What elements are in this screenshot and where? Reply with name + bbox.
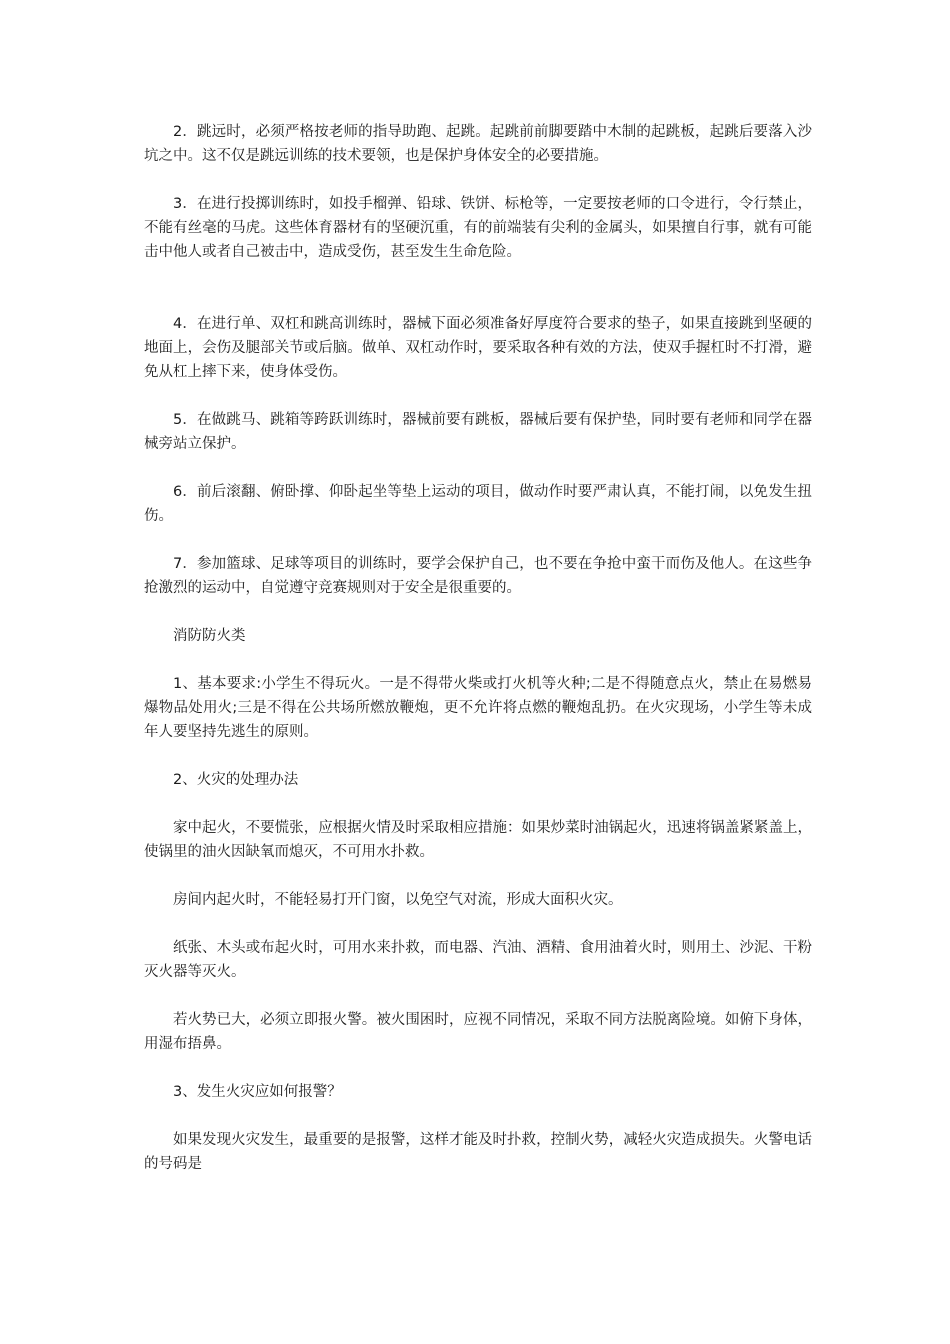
paragraph-gap [144, 264, 812, 312]
paragraph-long-jump: 2．跳远时，必须严格按老师的指导助跑、起跳。起跳前前脚要踏中木制的起跳板，起跳后要落入沙坑之中。这不仅是跳远训练的技术要领，也是保护身体安全的必要措施。 [144, 124, 812, 164]
paragraph-basic-requirements: 1、基本要求:小学生不得玩火。一是不得带火柴或打火机等火种;二是不得随意点火，禁止在易燃易爆物品处用火;三是不得在公共场所燃放鞭炮，更不允许将点燃的鞭炮乱扔。在火灾现场，小学生等未成年人要坚持先逃生的原则。 [144, 676, 812, 740]
paragraph-gap [144, 1056, 812, 1080]
paragraph-vault: 5．在做跳马、跳箱等跨跃训练时，器械前要有跳板，器械后要有保护垫，同时要有老师和同学在器械旁站立保护。 [144, 412, 812, 452]
paragraph-gap [144, 168, 812, 192]
paragraph-gap [144, 744, 812, 768]
paragraph-gap [144, 792, 812, 816]
paragraph-gap [144, 384, 812, 408]
paragraph-gap [144, 528, 812, 552]
paragraph-gap [144, 456, 812, 480]
subheading-how-to-report: 3、发生火灾应如何报警？ [173, 1084, 342, 1100]
paragraph-ball-games: 7．参加篮球、足球等项目的训练时，要学会保护自己，也不要在争抢中蛮干而伤及他人。在这些争抢激烈的运动中，自觉遵守竞赛规则对于安全是很重要的。 [144, 556, 812, 596]
paragraph-room-fire: 房间内起火时，不能轻易打开门窗，以免空气对流，形成大面积火灾。 [173, 892, 623, 908]
paragraph-extinguishing: 纸张、木头或布起火时，可用水来扑救，而电器、汽油、酒精、食用油着火时，则用土、沙泥、干粉灭火器等灭火。 [144, 940, 812, 980]
paragraph-trapped: 若火势已大，必须立即报火警。被火围困时，应视不同情况，采取不同方法脱离险境。如俯下身体，用湿布捂鼻。 [144, 1012, 812, 1052]
paragraph-gap [144, 984, 812, 1008]
paragraph-home-fire: 家中起火，不要慌张，应根据火情及时采取相应措施：如果炒菜时油锅起火，迅速将锅盖紧紧盖上，使锅里的油火因缺氧而熄灭，不可用水扑救。 [144, 820, 812, 860]
document-body [144, 120, 812, 1176]
paragraph-gap [144, 864, 812, 888]
paragraph-bars-high-jump: 4．在进行单、双杠和跳高训练时，器械下面必须准备好厚度符合要求的垫子，如果直接跳到坚硬的地面上，会伤及腿部关节或后脑。做单、双杠动作时，要采取各种有效的方法，使双手握杠时不打滑，避免从杠上摔下来，使身体受伤。 [144, 316, 812, 380]
paragraph-gap [144, 600, 812, 624]
paragraph-gap [144, 1104, 812, 1128]
paragraph-report-fire: 如果发现火灾发生，最重要的是报警，这样才能及时扑救，控制火势，减轻火灾造成损失。火警电话的号码是 [144, 1132, 812, 1172]
paragraph-gap [144, 912, 812, 936]
paragraph-gap [144, 648, 812, 672]
section-heading-fire-safety: 消防防火类 [173, 628, 246, 644]
subheading-fire-handling: 2、火灾的处理办法 [173, 772, 299, 788]
paragraph-throwing: 3．在进行投掷训练时，如投手榴弹、铅球、铁饼、标枪等，一定要按老师的口令进行，令行禁止，不能有丝毫的马虎。这些体育器材有的坚硬沉重，有的前端装有尖利的金属头，如果擅自行事，就有可能击中他人或者自己被击中，造成受伤，甚至发生生命危险。 [144, 196, 812, 260]
paragraph-mat-exercises: 6．前后滚翻、俯卧撑、仰卧起坐等垫上运动的项目，做动作时要严肃认真，不能打闹，以免发生扭伤。 [144, 484, 812, 524]
